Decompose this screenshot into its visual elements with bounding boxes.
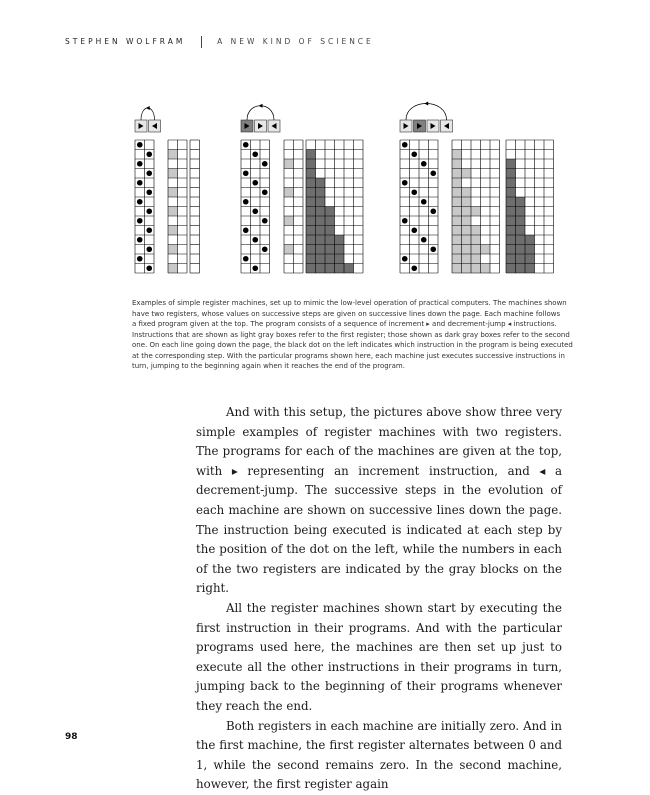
register-2-block [316, 188, 326, 198]
register-1-block [452, 159, 462, 169]
register-2-block [316, 235, 326, 245]
register-1-block [452, 264, 462, 274]
register-2-block [516, 245, 526, 255]
instruction-dot [137, 199, 143, 205]
register-1-block [462, 169, 472, 179]
register-2-block [325, 207, 335, 217]
register-2-block [306, 169, 316, 179]
register-1-block [452, 207, 462, 217]
register-2-block [525, 245, 535, 255]
instruction-dot [137, 180, 143, 186]
instruction-dot [252, 151, 258, 157]
register-1-block [452, 235, 462, 245]
instruction-dot [421, 161, 427, 167]
register-1-block [471, 254, 481, 264]
paragraph: All the register machines shown start by executing the first instruction in their programs. And with the particular programs used here, the machines are then set up just to execute all the other instructions in their programs in turn, jumping back to the beginning of their programs whenever they reach the end. [196, 600, 562, 713]
register-1-block [462, 226, 472, 236]
register-2-block [306, 150, 316, 160]
register-1-block [168, 207, 178, 217]
jump-arc [406, 104, 447, 121]
instruction-dot [430, 246, 436, 252]
register-1-block [471, 226, 481, 236]
register-1-block [481, 264, 491, 274]
instruction-dot [411, 227, 417, 233]
register-2-block [325, 264, 335, 274]
register-2-block [506, 178, 516, 188]
instruction-dot [411, 189, 417, 195]
instruction-dot [146, 151, 152, 157]
instruction-dot [262, 189, 268, 195]
register-1-block [452, 197, 462, 207]
register-2-block [525, 254, 535, 264]
register-2-block [335, 235, 345, 245]
register-1-block [168, 245, 178, 255]
instruction-dot [137, 161, 143, 167]
register-2-block [335, 245, 345, 255]
register-2-block [306, 197, 316, 207]
instruction-dot [146, 189, 152, 195]
register-1-block [284, 159, 294, 169]
register-2-block [506, 264, 516, 274]
instruction-dot [243, 227, 249, 233]
paragraph: Both registers in each machine are initially zero. And in the first machine, the first register alternates between 0 and 1, while the second remains zero. In the second machine, however, the first register again [196, 718, 562, 792]
caption-line: at the corresponding step. With the particular programs shown here, each machine just executes successive instructions in [132, 351, 565, 360]
instruction-dot [430, 170, 436, 176]
instruction-dot [262, 218, 268, 224]
instruction-dot [252, 237, 258, 243]
jump-arc [141, 108, 155, 120]
register-2-block [516, 197, 526, 207]
jump-arrow-icon [259, 104, 263, 108]
register-2-block [325, 226, 335, 236]
register-2-block [316, 216, 326, 226]
register-2-block [344, 264, 354, 274]
instruction-dot [252, 208, 258, 214]
caption-line: turn, jumping to the beginning again when it reaches the end of the program. [132, 362, 405, 370]
instruction-dot [146, 246, 152, 252]
body-text [196, 403, 562, 795]
instruction-dot [262, 161, 268, 167]
caption-line: Examples of simple register machines, set up to mimic the low-level operation of practical computers. The machines shown [132, 299, 567, 307]
instruction-dot [411, 151, 417, 157]
register-2-block [506, 159, 516, 169]
register-machines-figure [0, 88, 650, 288]
instruction-dot [146, 170, 152, 176]
register-2-block [525, 235, 535, 245]
register-1-block [452, 150, 462, 160]
header-divider [201, 36, 202, 48]
register-1-block [462, 235, 472, 245]
register-1-block [462, 188, 472, 198]
register-1-block [452, 169, 462, 179]
register-2-block [325, 216, 335, 226]
instruction-dot [421, 237, 427, 243]
register-2-block [506, 226, 516, 236]
instruction-dot [243, 256, 249, 262]
register-1-block [481, 245, 491, 255]
register-2-block [506, 235, 516, 245]
instruction-dot [402, 180, 408, 186]
register-2-block [335, 254, 345, 264]
register-2-block [306, 159, 316, 169]
register-2-block [306, 178, 316, 188]
instruction-dot [262, 246, 268, 252]
instruction-dot [137, 142, 143, 148]
register-2-block [316, 178, 326, 188]
register-2-block [506, 254, 516, 264]
jump-arrow-icon [146, 106, 150, 110]
register-1-block [284, 245, 294, 255]
register-1-block [471, 264, 481, 274]
running-header [65, 36, 374, 48]
instruction-dot [402, 142, 408, 148]
register-1-block [462, 254, 472, 264]
register-1-block [462, 197, 472, 207]
register-2-block [306, 254, 316, 264]
register-2-block [316, 207, 326, 217]
instruction-dot [243, 199, 249, 205]
register-2-block [325, 245, 335, 255]
caption-line: have two registers, whose values on successive steps are given on successive lines down the page. Each machine follows [132, 309, 561, 318]
register-2-block [316, 254, 326, 264]
instruction-dot [243, 170, 249, 176]
register-2-block [506, 207, 516, 217]
instruction-dot [411, 265, 417, 271]
register-2-block [306, 207, 316, 217]
instruction-dot [252, 180, 258, 186]
register-2-block [525, 264, 535, 274]
instruction-dot [402, 256, 408, 262]
register-1-block [471, 235, 481, 245]
register-1-block [471, 245, 481, 255]
register-2-block [516, 235, 526, 245]
register-2-block [306, 245, 316, 255]
register-2-block [306, 188, 316, 198]
register-2-block [335, 264, 345, 274]
instruction-dot [252, 265, 258, 271]
instruction-dot [243, 142, 249, 148]
register-1-block [452, 254, 462, 264]
register-2-block [506, 188, 516, 198]
register-2-block [306, 235, 316, 245]
register-1-block [452, 216, 462, 226]
register-2-block [516, 216, 526, 226]
register-2-block [516, 254, 526, 264]
register-2-block [325, 254, 335, 264]
register-1-block [168, 226, 178, 236]
instruction-dot [137, 256, 143, 262]
register-1-block [284, 216, 294, 226]
caption-line: Instructions that are shown as light gray boxes refer to the first register; those shown as dark gray boxes refer to the second [132, 330, 570, 339]
instruction-dot [146, 227, 152, 233]
register-2-block [316, 245, 326, 255]
register-2-block [316, 197, 326, 207]
register-1-block [462, 264, 472, 274]
jump-arc [247, 106, 274, 120]
register-1-block [452, 245, 462, 255]
register-2-block [506, 169, 516, 179]
register-1-block [462, 216, 472, 226]
instruction-dot [430, 208, 436, 214]
instruction-dot [421, 199, 427, 205]
paragraph: And with this setup, the pictures above show three very simple examples of register machines with two registers. The programs for each of the machines are given at the top, with ▸ representing an increment instruction, and ◂ a decrement-jump. The successive steps in the evolution of each machine are shown on successive lines down the page. The instruction being executed is indicated at each step by the position of the dot on the left, while the numbers in each of the two registers are indicated by the gray blocks on the right. [196, 405, 562, 596]
instruction-dot [402, 218, 408, 224]
register-1-block [284, 188, 294, 198]
register-1-block [452, 178, 462, 188]
register-2-block [516, 207, 526, 217]
caption-line: one. On each line going down the page, the black dot on the left indicates which instruction in the program is being executed [132, 341, 573, 349]
page-number: 98 [65, 732, 78, 742]
register-2-block [516, 226, 526, 236]
register-2-block [306, 226, 316, 236]
register-2-block [506, 197, 516, 207]
register-1-block [471, 207, 481, 217]
register-2-block [516, 264, 526, 274]
register-1-block [462, 245, 472, 255]
register-2-block [325, 235, 335, 245]
register-1-block [452, 226, 462, 236]
instruction-dot [137, 237, 143, 243]
figure-caption [132, 298, 572, 372]
register-1-block [452, 188, 462, 198]
register-2-block [306, 216, 316, 226]
author-name: STEPHEN WOLFRAM [65, 37, 186, 46]
caption-line: a fixed program given at the top. The program consists of a sequence of increment ▸ and decrement-jump ◂ instructions. [132, 320, 557, 328]
register-1-block [462, 207, 472, 217]
register-1-block [168, 264, 178, 274]
register-1-block [168, 169, 178, 179]
register-1-block [168, 150, 178, 160]
book-title: A NEW KIND OF SCIENCE [217, 37, 374, 46]
register-2-block [316, 264, 326, 274]
instruction-dot [146, 208, 152, 214]
register-2-block [506, 245, 516, 255]
register-2-block [506, 216, 516, 226]
register-2-block [306, 264, 316, 274]
jump-arrow-icon [424, 102, 428, 106]
register-2-block [316, 226, 326, 236]
instruction-dot [137, 218, 143, 224]
register-1-block [168, 188, 178, 198]
instruction-dot [146, 265, 152, 271]
